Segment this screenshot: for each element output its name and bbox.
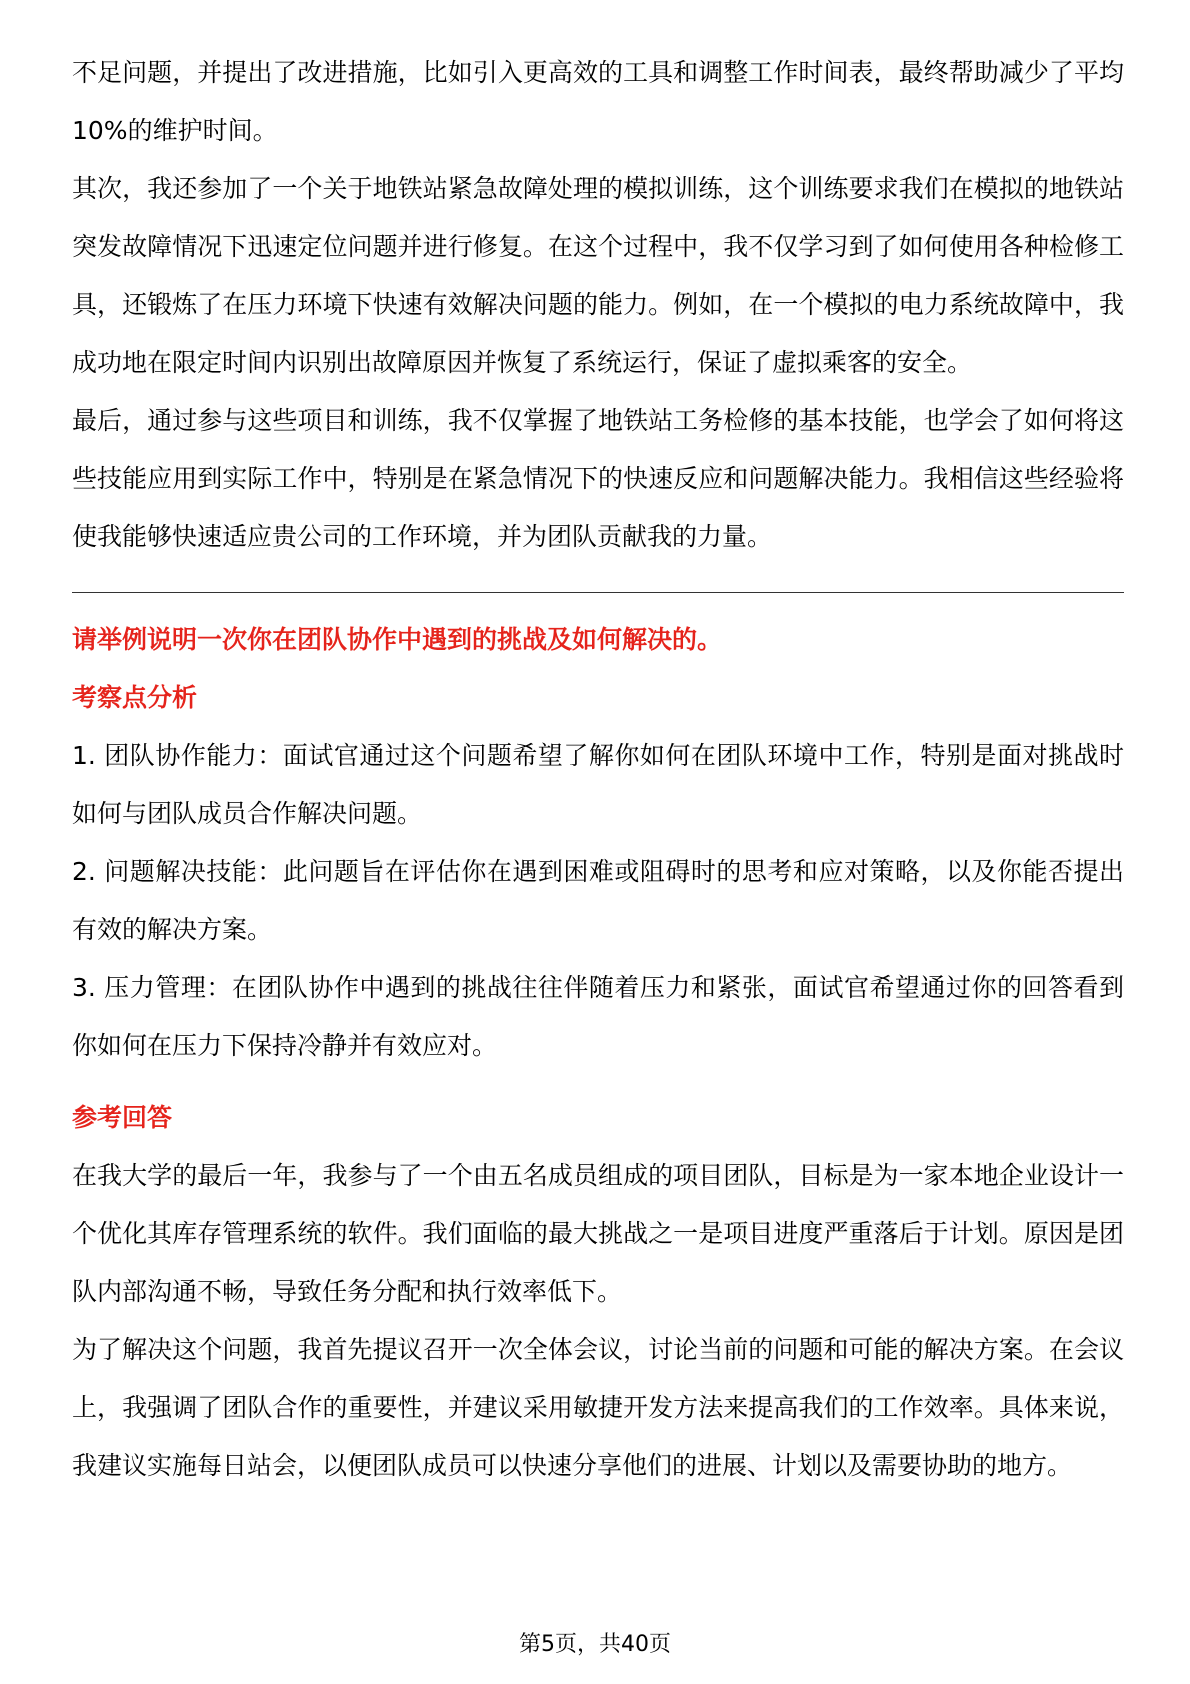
answer-paragraph: 在我大学的最后一年，我参与了一个由五名成员组成的项目团队，目标是为一家本地企业设计一个优化其库存管理系统的软件。我们面临的最大挑战之一是项目进度严重落后于计划。原因是团队内部沟通不畅，导致任务分配和执行效率低下。 xyxy=(72,1161,1124,1306)
answer-heading: 参考回答 xyxy=(72,1103,173,1132)
question-title: 请举例说明一次你在团队协作中遇到的挑战及如何解决的。 xyxy=(72,625,723,654)
page-content xyxy=(72,44,1124,1495)
analysis-point: 2. 问题解决技能：此问题旨在评估你在遇到困难或阻碍时的思考和应对策略，以及你能否提出有效的解决方案。 xyxy=(72,857,1124,944)
answer-paragraph: 为了解决这个问题，我首先提议召开一次全体会议，讨论当前的问题和可能的解决方案。在会议上，我强调了团队合作的重要性，并建议采用敏捷开发方法来提高我们的工作效率。具体来说，我建议实施每日站会，以便团队成员可以快速分享他们的进展、计划以及需要协助的地方。 xyxy=(72,1335,1124,1480)
analysis-point: 1. 团队协作能力：面试官通过这个问题希望了解你如何在团队环境中工作，特别是面对挑战时如何与团队成员合作解决问题。 xyxy=(72,741,1124,828)
analysis-heading: 考察点分析 xyxy=(72,683,198,712)
body-paragraph: 最后，通过参与这些项目和训练，我不仅掌握了地铁站工务检修的基本技能，也学会了如何将这些技能应用到实际工作中，特别是在紧急情况下的快速反应和问题解决能力。我相信这些经验将使我能够快速适应贵公司的工作环境，并为团队贡献我的力量。 xyxy=(72,406,1124,551)
body-paragraph: 不足问题，并提出了改进措施，比如引入更高效的工具和调整工作时间表，最终帮助减少了平均10%的维护时间。 xyxy=(72,58,1124,145)
analysis-point: 3. 压力管理：在团队协作中遇到的挑战往往伴随着压力和紧张，面试官希望通过你的回答看到你如何在压力下保持冷静并有效应对。 xyxy=(72,973,1124,1060)
section-divider xyxy=(72,592,1124,593)
page-number-footer: 第5页，共40页 xyxy=(519,1632,671,1657)
body-paragraph: 其次，我还参加了一个关于地铁站紧急故障处理的模拟训练，这个训练要求我们在模拟的地铁站突发故障情况下迅速定位问题并进行修复。在这个过程中，我不仅学习到了如何使用各种检修工具，还锻炼了在压力环境下快速有效解决问题的能力。例如，在一个模拟的电力系统故障中，我成功地在限定时间内识别出故障原因并恢复了系统运行，保证了虚拟乘客的安全。 xyxy=(72,174,1124,377)
